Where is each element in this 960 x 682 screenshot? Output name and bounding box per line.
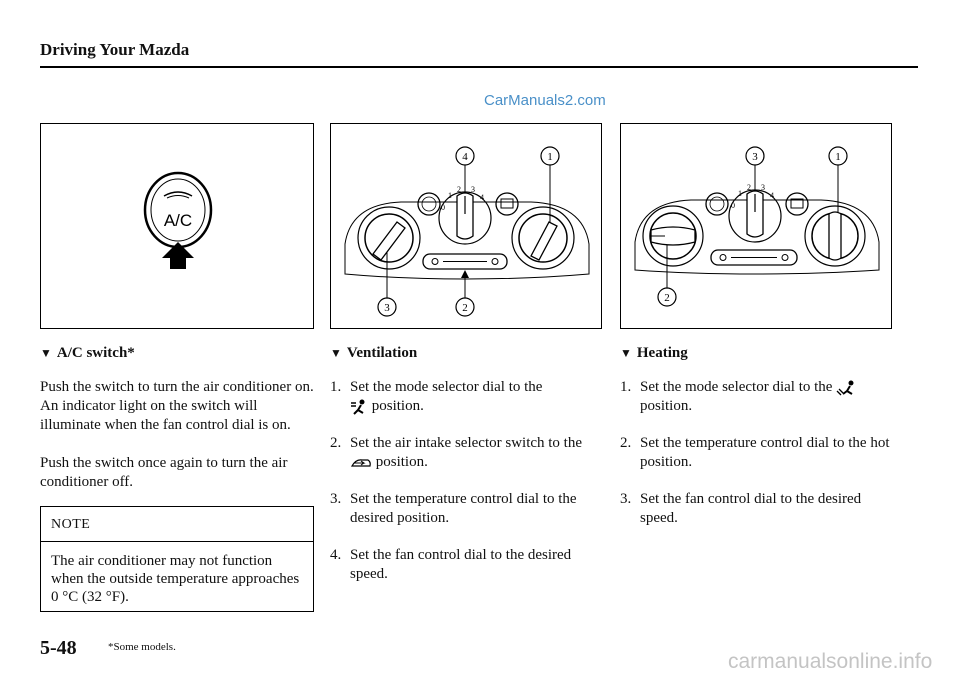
triangle-bullet-icon: ▼ <box>330 346 342 360</box>
fan-speed-dial-icon <box>729 183 781 242</box>
svg-text:3: 3 <box>752 151 758 163</box>
rear-defroster-button-icon <box>496 193 518 215</box>
heating-figure <box>620 123 892 329</box>
svg-text:0: 0 <box>441 203 445 212</box>
svg-text:4: 4 <box>480 193 484 202</box>
list-item: 4. Set the fan control dial to the desired speed. <box>330 547 572 582</box>
ventilation-steps <box>330 378 610 602</box>
ac-switch-figure <box>40 123 314 329</box>
mode-selector-dial-icon <box>805 206 865 266</box>
footnote: *Some models. <box>108 641 176 653</box>
svg-text:1: 1 <box>448 191 452 200</box>
ventilation-section-title: ▼ Ventilation <box>330 345 418 361</box>
svg-text:0: 0 <box>731 201 735 210</box>
fan-speed-dial-icon <box>439 185 491 244</box>
ac-section-title: ▼ A/C switch* <box>40 345 135 361</box>
air-intake-selector-icon <box>423 254 507 269</box>
triangle-bullet-icon: ▼ <box>620 346 632 360</box>
svg-text:3: 3 <box>761 183 765 192</box>
site-watermark[interactable]: carmanualsonline.info <box>728 650 933 673</box>
temperature-dial-icon <box>358 207 420 269</box>
svg-text:2: 2 <box>664 292 670 304</box>
note-box <box>40 506 314 612</box>
floor-mode-icon <box>836 380 856 396</box>
list-item: 2. Set the air intake selector switch to the position. <box>330 435 583 470</box>
ac-button-icon <box>706 193 728 215</box>
list-item: 3. Set the fan control dial to the desired speed. <box>620 491 862 526</box>
ac-button-icon <box>418 193 440 215</box>
ac-button-label: A/C <box>163 211 193 230</box>
heating-section-title: ▼ Heating <box>620 345 688 361</box>
list-item: 1. Set the mode selector dial to the position. <box>620 378 900 416</box>
triangle-bullet-icon: ▼ <box>40 346 52 360</box>
svg-text:1: 1 <box>547 151 553 163</box>
svg-text:4: 4 <box>462 151 468 163</box>
svg-text:4: 4 <box>770 191 774 200</box>
running-header: Driving Your Mazda <box>40 40 190 59</box>
note-heading: NOTE <box>41 507 313 542</box>
page-number: 5-48 <box>40 637 77 659</box>
list-item: 3. Set the temperature control dial to the desired position. <box>330 491 577 526</box>
rear-defroster-button-icon <box>786 193 808 215</box>
ac-paragraph-2: Push the switch once again to turn the air conditioner off. <box>40 455 288 490</box>
heating-steps <box>620 378 900 546</box>
svg-text:3: 3 <box>471 185 475 194</box>
callout-1 <box>541 147 559 232</box>
ventilation-figure <box>330 123 602 329</box>
ac-paragraph-1: Push the switch to turn the air conditioner on. An indicator light on the switch will illuminate when the fan control dial is on. <box>40 379 314 433</box>
callout-2 <box>658 242 676 306</box>
header-rule <box>40 66 918 68</box>
watermark-link[interactable]: CarManuals2.com <box>484 92 606 109</box>
face-vent-mode-icon <box>350 399 368 415</box>
svg-text:2: 2 <box>747 183 751 192</box>
fresh-air-intake-icon <box>350 457 372 469</box>
note-text: The air conditioner may not function when the outside temperature approaches 0 °C (32 °F). <box>51 553 300 605</box>
svg-text:2: 2 <box>462 302 468 314</box>
temperature-dial-icon <box>643 206 703 266</box>
callout-2 <box>456 270 474 316</box>
svg-text:1: 1 <box>738 189 742 198</box>
svg-text:3: 3 <box>384 302 390 314</box>
svg-text:2: 2 <box>457 185 461 194</box>
list-item: 1. Set the mode selector dial to the position. <box>330 379 543 414</box>
mode-selector-dial-icon <box>512 207 574 269</box>
list-item: 2. Set the temperature control dial to the hot position. <box>620 435 890 470</box>
svg-text:1: 1 <box>835 151 841 163</box>
air-intake-selector-icon <box>711 250 797 265</box>
